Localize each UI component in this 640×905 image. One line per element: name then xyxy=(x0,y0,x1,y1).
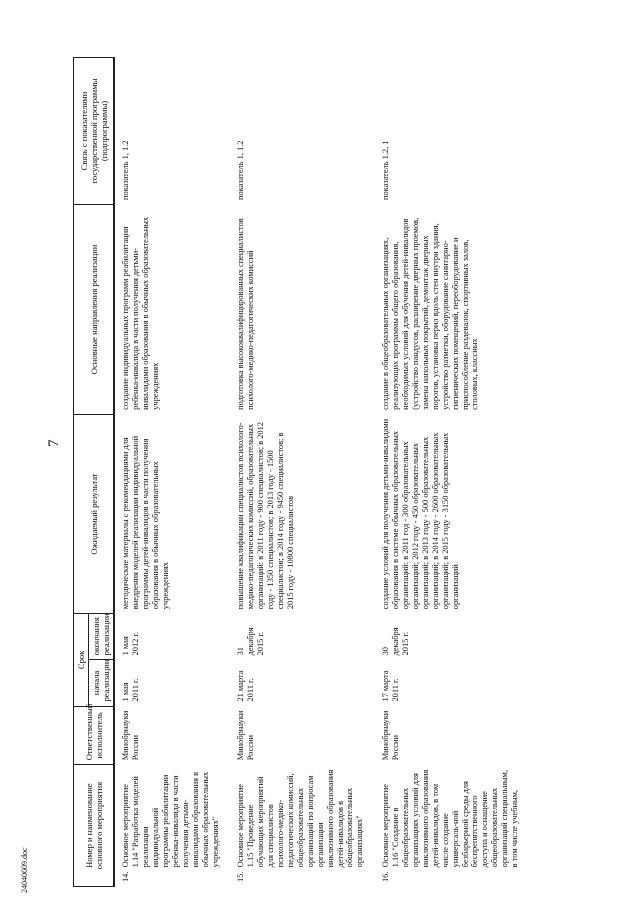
table-row xyxy=(114,58,230,887)
header-executor: Ответственный исполнитель xyxy=(74,706,115,765)
measure-name: Основное мероприятие 1.14 "Разработка моделей реализации индивидуальной программы реабилитации ребенка-инвалида в части получения детьми-инвалидами образования в обычных образовательных учреждениях" xyxy=(114,765,230,872)
indicator-link: показатель 1, 1.2 xyxy=(114,58,230,205)
indicator-link: показатель 1.2, 1 xyxy=(375,58,530,205)
expected-result: создание условий для получения детьми-инвалидами образования в системе обычных образовательных организаций: в 2011 год - 300 образовательных организаций; 2012 году - 450 образовательных организаций; в 2013 году - 500 образовательных организаций; в 2014 году - 2600 образовательных организаций; в 2015 году - 3150 образовательных организаций xyxy=(375,414,530,613)
end-date: 31 декабря 2015 г. xyxy=(230,614,375,660)
header-start: начала реализации xyxy=(89,660,115,706)
page-number: 7 xyxy=(46,439,62,447)
header-result: Ожидаемый результат xyxy=(74,414,115,613)
expected-result: повышение квалификации специалистов психолого-медико-педагогических комиссий, образовательных организаций: в 2011 году - 900 специалистов; в 2012 году - 1350 специалистов; в 2013 году - 1500 специалистов; в 2014 году - 9450 специалистов; в 2015 году - 10800 специалистов xyxy=(230,414,375,613)
header-link: Связь с показателями государственной программы (подпрограммы) xyxy=(74,58,115,205)
executor: Минобрнауки России xyxy=(230,706,375,765)
directions: подготовка высококвалифицированных специалистов психолого-медико-педагогических комиссий xyxy=(230,204,375,414)
measure-name: Основное мероприятие 1.15 "Проведение обучающих мероприятий для специалистов психолого-медико-педагогических комиссий, общеобразовательных организаций по вопросам организации инклюзивного образования детей-инвалидов в общеобразовательных организациях" xyxy=(230,765,375,872)
table-row xyxy=(375,58,530,887)
row-number: 15. xyxy=(230,872,375,887)
expected-result: методические материалы с рекомендациями для внедрения моделей реализации индивидуальной программы детей-инвалидов в части получения образования в обычных образовательных учреждениях xyxy=(114,414,230,613)
start-date: 1 мая 2011 г. xyxy=(114,660,230,706)
row-number: 14. xyxy=(114,872,230,887)
start-date: 17 марта 2011 г. xyxy=(375,660,530,706)
measures-table xyxy=(73,57,530,887)
header-term: Срок xyxy=(74,614,89,706)
header-name: Номер и наименование основного мероприятия xyxy=(74,765,115,887)
rotated-table-container xyxy=(73,57,618,887)
table-row xyxy=(230,58,375,887)
header-directions: Основные направления реализации xyxy=(74,204,115,414)
start-date: 21 марта 2011 г. xyxy=(230,660,375,706)
directions: создание индивидуальных программ реабилитации ребенка-инвалида в части получения детьми-инвалидами образования в обычных образовательных учреждениях xyxy=(114,204,230,414)
executor: Минобрнауки России xyxy=(375,706,530,765)
measure-name: Основное мероприятие 1.16 "Создание в общеобразовательных организациях условий для инклюзивного образования детей-инвалидов, в том числе создание универсаль-ной безбарьерной среды для беспрепятственного доступа и оснащение общеобразовательных организаций специальным, в том числе учебным, xyxy=(375,765,530,872)
executor: Минобрнауки России xyxy=(114,706,230,765)
header-end: окончания реализации xyxy=(89,614,115,660)
table-header xyxy=(74,58,115,887)
end-date: 30 декабря 2015 г. xyxy=(375,614,530,660)
end-date: 1 мая 2012 г. xyxy=(114,614,230,660)
row-number: 16. xyxy=(375,872,530,887)
directions: создание в общеобразовательных организациях, реализующих программы общего образования, необходимых условий для обучения детей-инвалидов (устройство пандусов, расширение дверных проемов, замена напольных покрытий, демонтаж дверных порогов, установка перил вдоль стен внутри здания, устройство разметки, оборудование санитарно-гигиенических помещений, переоборудование и приспособление раздевалок, спортивных залов, столовых, классных xyxy=(375,204,530,414)
footer-document-code: 24040609.doc xyxy=(20,847,29,893)
indicator-link: показатель 1, 1.2 xyxy=(230,58,375,205)
